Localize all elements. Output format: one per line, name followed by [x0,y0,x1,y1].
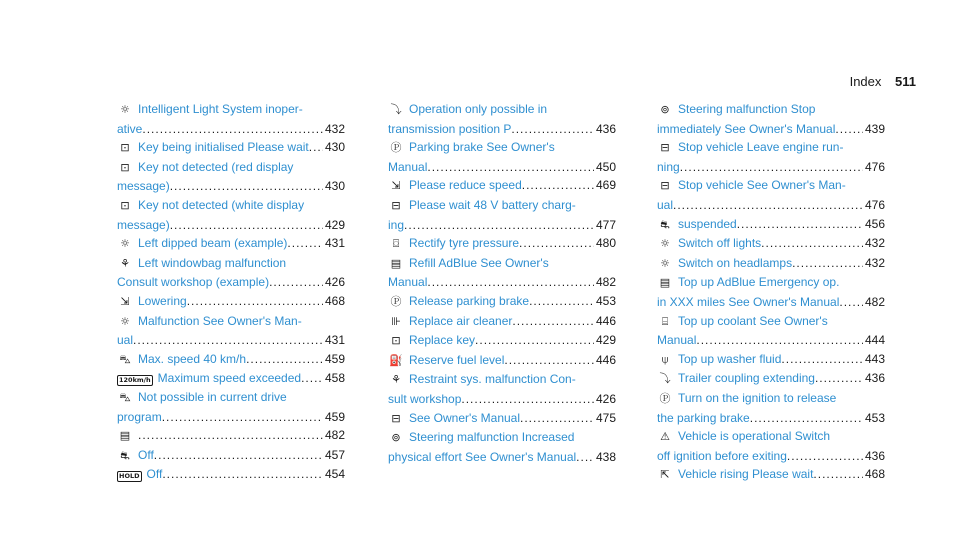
dot-leader [787,447,863,466]
adblue-icon: ▤ [659,276,671,290]
dot-leader [427,158,594,177]
dot-leader [680,158,863,177]
esp-off-icon: ⛐ [660,217,670,231]
entry-link-text[interactable]: off ignition before exiting [657,448,787,463]
index-entry[interactable] [388,176,616,196]
entry-link-text[interactable]: Stop vehicle See Owner's Man- [678,178,846,193]
page-reference: 475 [595,410,616,425]
dot-leader [520,409,594,428]
dot-leader [813,465,863,484]
index-entry[interactable] [117,158,345,196]
index-column-1 [117,100,345,484]
entry-link-text[interactable]: Turn on the ignition to release [678,390,837,405]
dot-leader [835,120,863,139]
parking-brake-icon: Ⓟ [390,141,402,155]
electrical-malfunction-icon: ⊟ [660,179,670,193]
index-entry[interactable] [117,196,345,234]
page-reference: 426 [324,275,345,290]
index-entry[interactable] [388,254,616,292]
entry-link-text[interactable]: See Owner's Manual [409,410,521,425]
entry-link-text[interactable]: Top up washer fluid [678,351,782,366]
page-reference: 426 [595,391,616,406]
entry-link-text[interactable]: Please reduce speed [409,178,522,193]
restraint-system-icon: ⚘ [391,373,401,387]
index-entry[interactable] [388,100,616,138]
dot-leader [309,138,323,157]
entry-link-text[interactable]: suspended [678,216,737,231]
entry-link-text[interactable]: immediately See Owner's Manual [657,121,836,136]
dot-leader [162,465,323,484]
entry-link-text[interactable]: message) [117,217,170,232]
adblue-icon: ▤ [390,256,402,270]
dot-leader [522,176,594,195]
dot-leader [170,216,323,235]
entry-link-text[interactable]: Intelligent Light System inoper- [138,102,303,116]
entry-link-text[interactable]: Trailer coupling extending [678,371,815,386]
index-entry[interactable] [657,427,885,465]
entry-link-text[interactable]: Replace air cleaner [409,313,513,328]
page-reference: 432 [324,121,345,136]
page-reference: 459 [324,351,345,366]
page-reference: 476 [864,197,885,212]
tyre-pressure-icon: ⌼ [392,237,400,251]
page-reference: 468 [864,467,885,482]
entry-link-text[interactable]: ual [657,197,674,212]
page-reference: 443 [864,351,885,366]
index-entry[interactable] [117,388,345,426]
entry-link-text[interactable]: Off [146,467,163,482]
index-title: Index [849,74,882,89]
dot-leader [269,273,323,292]
entry-link-text[interactable]: Manual [388,159,428,174]
index-entry[interactable] [117,292,345,312]
drive-program-icon: ⛍ [119,390,131,404]
adblue-icon: ▤ [119,429,131,443]
page-reference: 450 [595,159,616,174]
dot-leader [427,273,594,292]
index-entry[interactable] [657,100,885,138]
entry-link-text[interactable]: Parking brake See Owner's [409,140,555,155]
page-reference: 477 [595,217,616,232]
index-entry[interactable] [117,446,345,466]
entry-link-text[interactable]: ual [117,333,134,348]
electrical-malfunction-icon: ⊟ [391,411,401,425]
page-reference: 482 [864,294,885,309]
page-reference: 429 [324,217,345,232]
dot-leader [519,234,594,253]
page-reference: 459 [324,409,345,424]
page-reference: 431 [324,236,345,251]
dot-leader [815,369,863,388]
entry-link-text[interactable]: physical effort See Owner's Manual [388,449,577,464]
electrical-malfunction-icon: ⊟ [660,141,670,155]
vehicle-rising-icon: ⇱ [660,468,670,482]
dot-leader [301,369,323,388]
index-entry[interactable] [117,312,345,350]
entry-link-text[interactable]: sult workshop [388,391,462,406]
dot-leader [154,446,323,465]
index-entry[interactable] [388,292,616,312]
page-reference: 436 [864,371,885,386]
index-entry[interactable] [117,350,345,370]
max-speed-badge-icon: 120km/h [119,376,151,385]
trailer-icon: ⤵ [390,103,402,116]
dot-leader [781,350,863,369]
page-reference: 432 [864,255,885,270]
dot-leader [511,120,594,139]
trailer-icon: ⤵ [659,372,671,386]
index-column-3 [657,100,885,485]
entry-link-text[interactable]: Please wait 48 V battery charg- [409,197,576,212]
airbag-icon: ⚘ [120,256,130,270]
entry-link-text[interactable]: Left windowbag malfunction [138,255,287,270]
page-reference: 431 [324,333,345,348]
entry-link-text[interactable]: Switch off lights [678,236,762,251]
dot-leader [162,408,323,427]
light-icon: ☼ [120,103,130,116]
dot-leader [673,196,863,215]
page-reference: 446 [595,313,616,328]
dot-leader [750,409,863,428]
entry-link-text[interactable]: Manual [657,333,697,348]
index-column-2 [388,100,616,466]
entry-link-text[interactable]: Max. speed 40 km/h [138,351,247,366]
page-reference: 454 [324,467,345,482]
index-entry[interactable] [388,331,616,351]
hold-icon: HOLD [119,472,140,481]
dot-leader [839,293,863,312]
page-reference: 456 [864,216,885,231]
entry-link-text[interactable]: Rectify tyre pressure [409,236,520,251]
index-entry[interactable] [117,369,345,388]
page-reference: 446 [595,352,616,367]
index-entry[interactable] [657,138,885,176]
page-reference: 482 [595,275,616,290]
index-entry[interactable] [657,312,885,350]
battery-icon: ⊟ [391,198,401,212]
dot-leader [133,331,323,350]
page-reference: 432 [864,236,885,251]
entry-link-text[interactable]: ning [657,159,680,174]
light-icon: ☼ [660,256,670,270]
key-icon: ⊡ [120,141,130,155]
light-icon: ☼ [120,237,130,251]
index-entry[interactable] [117,426,345,446]
index-entry[interactable] [117,100,345,138]
entry-link-text[interactable]: Lowering [138,293,187,308]
index-entry[interactable] [388,234,616,254]
page-reference: 453 [595,293,616,308]
entry-link-text[interactable]: Manual [388,275,428,290]
entry-link-text[interactable]: Replace key [409,333,476,348]
index-entry[interactable] [657,215,885,235]
vehicle-lowering-icon: ⇲ [120,294,130,308]
index-entry[interactable] [117,254,345,292]
dot-leader [287,234,323,253]
dot-leader [761,234,863,253]
entry-link-text[interactable]: Key not detected (red display [138,159,294,174]
entry-link-text[interactable]: Top up coolant See Owner's [678,313,828,328]
entry-link-text[interactable]: program [117,409,162,424]
page-reference: 468 [324,293,345,308]
washer-fluid-icon: ⍦ [661,352,669,366]
index-entry[interactable] [117,465,345,484]
key-icon: ⊡ [120,160,130,174]
index-entry[interactable] [657,369,885,389]
index-entry[interactable] [657,234,885,254]
page-reference: 457 [324,447,345,462]
entry-link-text[interactable]: Vehicle rising Please wait [678,467,814,482]
entry-link-text[interactable]: Release parking brake [409,293,530,308]
page-reference: 439 [864,121,885,136]
entry-link-text[interactable]: message) [117,179,170,194]
index-entry[interactable] [657,254,885,274]
page-reference: 469 [595,178,616,193]
page-reference: 444 [864,333,885,348]
fuel-icon: ⛽ [389,353,403,367]
dot-leader [512,312,594,331]
vehicle-level-icon: ⇲ [391,179,401,193]
parking-brake-icon: Ⓟ [659,391,671,405]
entry-link-text[interactable]: Left dipped beam (example) [138,236,288,251]
entry-link-text[interactable]: Vehicle is operational Switch [678,429,831,444]
entry-link-text[interactable]: the parking brake [657,410,750,425]
dot-leader [475,331,594,350]
entry-link-text[interactable]: Steering malfunction Stop [678,102,816,116]
entry-link-text[interactable]: ing [388,217,405,232]
page-reference: 429 [595,333,616,348]
dot-leader [187,292,323,311]
entry-link-text[interactable]: Top up AdBlue Emergency op. [678,275,840,290]
page-reference: 438 [595,449,616,464]
index-entry[interactable] [657,389,885,427]
dot-leader [737,215,863,234]
key-icon: ⊡ [120,198,130,212]
dot-leader [170,177,323,196]
entry-link-text[interactable]: ative [117,121,143,136]
entry-link-text[interactable]: Stop vehicle Leave engine run- [678,140,844,155]
page-number: 511 [895,74,916,89]
index-entry[interactable] [388,138,616,176]
dot-leader [696,331,863,350]
entry-link-text[interactable]: Not possible in current drive [138,389,287,404]
dot-leader [792,254,863,273]
page-reference: 436 [864,448,885,463]
page-reference: 476 [864,159,885,174]
dot-leader [504,351,594,370]
index-entry[interactable] [388,428,616,466]
entry-link-text[interactable]: Switch on headlamps [678,255,793,270]
dot-leader [461,390,594,409]
esp-off-icon: ⛐ [120,448,130,462]
index-entry[interactable] [657,465,885,485]
page-header [850,74,916,89]
page-reference: 458 [324,371,345,386]
entry-link-text[interactable]: transmission position P [388,121,512,136]
parking-brake-icon: Ⓟ [390,294,402,308]
dot-leader [246,350,323,369]
entry-link-text[interactable]: Steering malfunction Increased [409,430,575,445]
index-entry[interactable] [388,196,616,234]
dot-leader [576,448,594,467]
steering-icon: ⊚ [391,431,401,445]
index-entry[interactable] [388,409,616,429]
key-icon: ⊡ [391,334,401,348]
entry-link-text[interactable]: Key not detected (white display [138,197,305,212]
index-entry[interactable] [657,273,885,311]
dot-leader [529,292,594,311]
entry-link-text[interactable]: Consult workshop (example) [117,275,270,290]
speed-limit-icon: ⛍ [119,352,131,366]
air-cleaner-icon: ⊪ [391,314,401,328]
coolant-icon: ⌸ [661,314,669,328]
entry-link-text[interactable]: Key being initialised Please wait [138,140,309,155]
light-icon: ☼ [660,237,670,251]
index-entry[interactable] [657,176,885,214]
page-reference: 436 [595,121,616,136]
entry-link-text[interactable]: Operation only possible in [409,102,548,116]
steering-icon: ⊚ [660,103,670,116]
index-entry[interactable] [388,351,616,371]
entry-link-text[interactable]: in XXX miles See Owner's Manual [657,294,840,309]
page-reference: 453 [864,410,885,425]
page-reference: 430 [324,179,345,194]
page-reference: 430 [324,140,345,155]
index-entry[interactable] [388,312,616,332]
entry-link-text[interactable]: Refill AdBlue See Owner's [409,255,549,270]
dot-leader [138,426,323,445]
index-entry[interactable] [117,138,345,158]
entry-link-text[interactable]: Off [138,447,154,462]
index-entry[interactable] [388,370,616,408]
index-entry[interactable] [657,350,885,370]
page-reference: 482 [324,428,345,443]
entry-link-text[interactable]: Restraint sys. malfunction Con- [409,372,576,387]
entry-link-text[interactable]: Malfunction See Owner's Man- [138,313,302,328]
warning-triangle-icon: ⚠ [660,430,670,444]
dot-leader [142,120,323,139]
entry-link-text[interactable]: Maximum speed exceeded [157,371,302,386]
page-reference: 480 [595,236,616,251]
index-entry[interactable] [117,234,345,254]
entry-link-text[interactable]: Reserve fuel level [409,352,505,367]
light-icon: ☼ [120,314,130,328]
dot-leader [404,216,594,235]
